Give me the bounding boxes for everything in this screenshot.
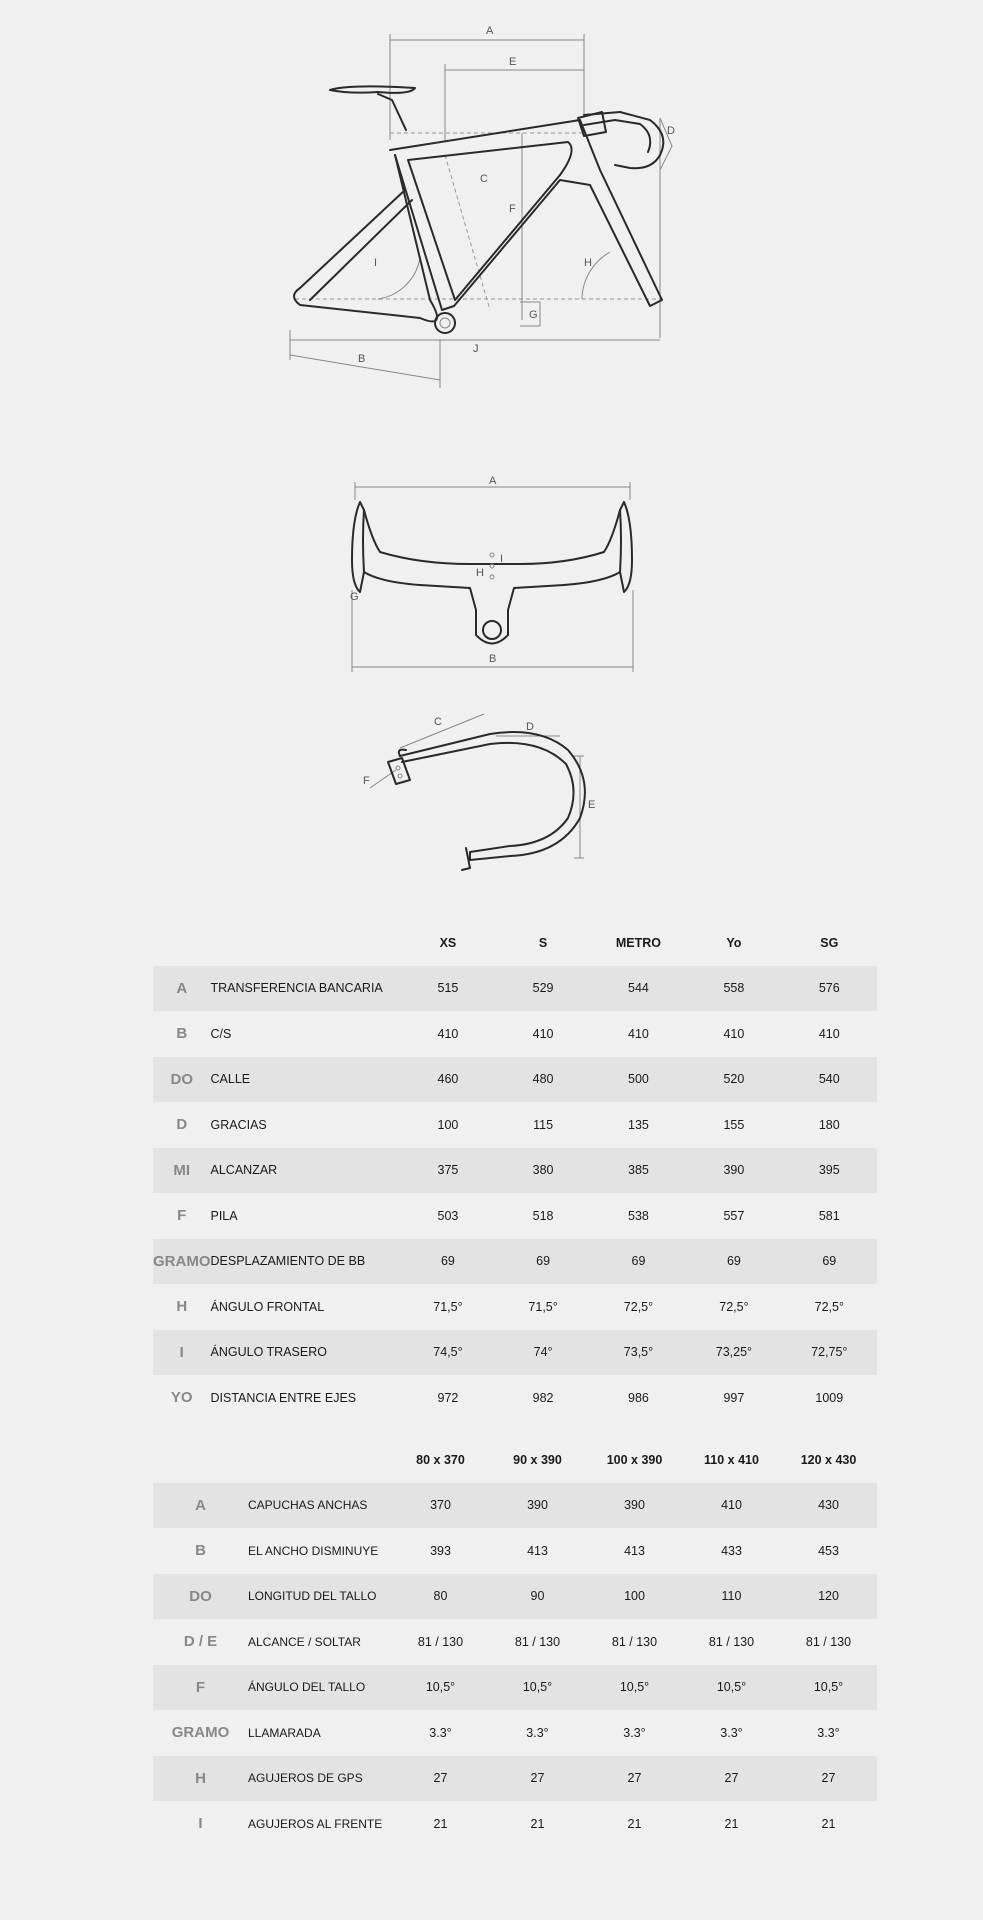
cockpit-size-header-row bbox=[153, 1437, 877, 1483]
row-key: D bbox=[176, 1116, 188, 1134]
table-row bbox=[153, 966, 877, 1012]
handlebar-front-label-b: B bbox=[489, 653, 497, 665]
row-value: 72,75° bbox=[782, 1330, 877, 1376]
frame-label-a: A bbox=[486, 25, 494, 37]
row-value: 520 bbox=[686, 1057, 781, 1103]
size-header: S bbox=[538, 935, 548, 950]
frame-label-i: I bbox=[374, 257, 378, 269]
row-value: 21 bbox=[821, 1816, 836, 1831]
row-value: 74,5° bbox=[400, 1330, 495, 1376]
row-value: 480 bbox=[496, 1057, 591, 1103]
row-key: F bbox=[153, 1665, 248, 1711]
handlebar-front-drawing bbox=[0, 460, 983, 680]
table-row bbox=[153, 1057, 877, 1103]
table-row bbox=[153, 1710, 877, 1756]
row-value: 972 bbox=[437, 1390, 459, 1405]
row-value: 544 bbox=[591, 966, 687, 1012]
row-value: 557 bbox=[723, 1208, 745, 1223]
row-name: C/S bbox=[210, 1026, 232, 1041]
row-value: 80 bbox=[392, 1574, 489, 1620]
row-value: 503 bbox=[437, 1208, 459, 1223]
row-name: TRANSFERENCIA BANCARIA bbox=[211, 966, 401, 1012]
row-name: CALLE bbox=[211, 1057, 401, 1103]
row-value: 393 bbox=[430, 1543, 451, 1558]
row-key: H bbox=[176, 1298, 188, 1316]
row-name: GRACIAS bbox=[210, 1117, 267, 1132]
size-header: 120 x 430 bbox=[800, 1452, 857, 1467]
frame-label-b: B bbox=[358, 353, 366, 365]
row-value: 110 bbox=[683, 1574, 780, 1620]
size-header: 80 x 370 bbox=[416, 1452, 465, 1467]
handlebar-side-label-f: F bbox=[363, 775, 370, 787]
handlebar-front-label-g: G bbox=[350, 591, 359, 603]
row-name: ALCANCE / SOLTAR bbox=[248, 1634, 361, 1649]
row-value: 69 bbox=[591, 1239, 687, 1285]
table-row bbox=[153, 1148, 877, 1194]
row-name: DESPLAZAMIENTO DE BB bbox=[211, 1239, 401, 1285]
row-name: PILA bbox=[210, 1208, 238, 1223]
row-value: 72,5° bbox=[719, 1299, 749, 1314]
row-value: 69 bbox=[400, 1239, 495, 1285]
row-name: DISTANCIA ENTRE EJES bbox=[210, 1390, 357, 1405]
row-value: 69 bbox=[496, 1239, 591, 1285]
row-name: LLAMARADA bbox=[248, 1725, 321, 1740]
row-name: AGUJEROS AL FRENTE bbox=[248, 1816, 383, 1831]
row-value: 180 bbox=[818, 1117, 840, 1132]
row-value: 81 / 130 bbox=[417, 1634, 464, 1649]
row-value: 515 bbox=[400, 966, 495, 1012]
size-header: SG bbox=[820, 935, 839, 950]
row-value: 410 bbox=[628, 1026, 649, 1041]
row-name: ÁNGULO DEL TALLO bbox=[248, 1665, 392, 1711]
handlebar-front-label-i: I bbox=[500, 553, 504, 565]
row-value: 3.3° bbox=[623, 1725, 646, 1740]
row-value: 390 bbox=[586, 1483, 683, 1529]
row-value: 433 bbox=[721, 1543, 742, 1558]
row-value: 997 bbox=[723, 1390, 745, 1405]
row-value: 72,5° bbox=[814, 1299, 844, 1314]
handlebar-side-diagram bbox=[0, 700, 983, 880]
row-name: AGUJEROS DE GPS bbox=[248, 1756, 392, 1802]
table-row bbox=[153, 1239, 877, 1285]
size-header: METRO bbox=[615, 935, 662, 950]
size-header: Yo bbox=[726, 935, 742, 950]
row-name: CAPUCHAS ANCHAS bbox=[248, 1483, 392, 1529]
row-value: 1009 bbox=[815, 1390, 844, 1405]
frame-label-c: C bbox=[480, 173, 488, 185]
row-value: 410 bbox=[723, 1026, 745, 1041]
size-header: 90 x 390 bbox=[513, 1452, 562, 1467]
handlebar-front-label-h: H bbox=[476, 567, 484, 579]
row-value: 74° bbox=[496, 1330, 591, 1376]
table-row bbox=[153, 1619, 877, 1665]
frame-label-g: G bbox=[529, 309, 538, 321]
frame-geometry-table bbox=[153, 920, 877, 1421]
row-value: 380 bbox=[496, 1148, 591, 1194]
row-value: 385 bbox=[591, 1148, 687, 1194]
row-value: 100 bbox=[437, 1117, 459, 1132]
table-row bbox=[153, 1193, 877, 1239]
row-value: 3.3° bbox=[817, 1725, 840, 1740]
row-value: 3.3° bbox=[720, 1725, 743, 1740]
row-name: EL ANCHO DISMINUYE bbox=[248, 1543, 379, 1558]
row-value: 69 bbox=[686, 1239, 781, 1285]
row-value: 982 bbox=[532, 1390, 554, 1405]
row-value: 453 bbox=[818, 1543, 839, 1558]
handlebar-side-label-e: E bbox=[588, 799, 596, 811]
cockpit-geometry-table bbox=[153, 1437, 877, 1847]
row-name: ÁNGULO FRONTAL bbox=[210, 1299, 325, 1314]
row-value: 581 bbox=[818, 1208, 840, 1223]
row-value: 90 bbox=[489, 1574, 586, 1620]
row-key: I bbox=[198, 1815, 203, 1833]
row-key: YO bbox=[170, 1389, 193, 1407]
size-header: 100 x 390 bbox=[606, 1452, 663, 1467]
row-value: 370 bbox=[392, 1483, 489, 1529]
row-value: 518 bbox=[532, 1208, 554, 1223]
row-value: 410 bbox=[437, 1026, 459, 1041]
frame-label-h: H bbox=[584, 257, 592, 269]
cockpit-geometry-rows bbox=[153, 1483, 877, 1847]
row-key: GRAMO bbox=[153, 1239, 211, 1285]
row-value: 413 bbox=[527, 1543, 548, 1558]
row-key: B bbox=[195, 1542, 206, 1560]
row-key: I bbox=[153, 1330, 211, 1376]
row-value: 460 bbox=[400, 1057, 495, 1103]
row-value: 390 bbox=[686, 1148, 781, 1194]
row-key: B bbox=[176, 1025, 188, 1043]
row-value: 27 bbox=[489, 1756, 586, 1802]
table-row bbox=[153, 1330, 877, 1376]
row-value: 135 bbox=[628, 1117, 649, 1132]
row-value: 72,5° bbox=[623, 1299, 654, 1314]
row-value: 69 bbox=[782, 1239, 877, 1285]
row-name: ALCANZAR bbox=[211, 1148, 401, 1194]
table-row bbox=[153, 1528, 877, 1574]
row-value: 73,25° bbox=[686, 1330, 781, 1376]
handlebar-side-drawing bbox=[0, 700, 983, 880]
frame-label-j: J bbox=[473, 343, 479, 355]
table-row bbox=[153, 1375, 877, 1421]
row-value: 395 bbox=[782, 1148, 877, 1194]
row-value: 21 bbox=[627, 1816, 642, 1831]
row-value: 375 bbox=[400, 1148, 495, 1194]
table-row bbox=[153, 1665, 877, 1711]
row-value: 81 / 130 bbox=[708, 1634, 755, 1649]
row-value: 21 bbox=[433, 1816, 448, 1831]
frame-geometry-rows bbox=[153, 966, 877, 1421]
row-value: 21 bbox=[530, 1816, 545, 1831]
row-value: 81 / 130 bbox=[805, 1634, 852, 1649]
table-row bbox=[153, 1801, 877, 1847]
row-key: H bbox=[153, 1756, 248, 1802]
frame-drawing bbox=[0, 0, 983, 400]
row-value: 10,5° bbox=[780, 1665, 877, 1711]
row-value: 120 bbox=[780, 1574, 877, 1620]
row-value: 540 bbox=[782, 1057, 877, 1103]
table-row bbox=[153, 1756, 877, 1802]
frame-label-d: D bbox=[667, 125, 675, 137]
row-value: 71,5° bbox=[528, 1299, 558, 1314]
frame-label-e: E bbox=[509, 56, 517, 68]
row-value: 10,5° bbox=[586, 1665, 683, 1711]
row-value: 558 bbox=[686, 966, 781, 1012]
row-value: 27 bbox=[392, 1756, 489, 1802]
row-value: 27 bbox=[586, 1756, 683, 1802]
row-value: 576 bbox=[782, 966, 877, 1012]
frame-label-f: F bbox=[509, 203, 516, 215]
size-header: XS bbox=[439, 935, 457, 950]
row-value: 529 bbox=[496, 966, 591, 1012]
row-key: GRAMO bbox=[171, 1724, 230, 1742]
row-value: 10,5° bbox=[683, 1665, 780, 1711]
row-value: 100 bbox=[586, 1574, 683, 1620]
row-name: LONGITUD DEL TALLO bbox=[248, 1574, 392, 1620]
table-row bbox=[153, 1011, 877, 1057]
frame-size-header-row bbox=[153, 920, 877, 966]
handlebar-front-label-a: A bbox=[489, 475, 497, 487]
row-value: 73,5° bbox=[591, 1330, 687, 1376]
row-value: 986 bbox=[628, 1390, 649, 1405]
row-key: D / E bbox=[183, 1633, 218, 1651]
row-key: A bbox=[153, 966, 211, 1012]
table-row bbox=[153, 1102, 877, 1148]
row-key: A bbox=[153, 1483, 248, 1529]
table-row bbox=[153, 1284, 877, 1330]
frame-geometry-diagram bbox=[0, 0, 983, 400]
row-value: 81 / 130 bbox=[611, 1634, 658, 1649]
row-value: 430 bbox=[780, 1483, 877, 1529]
row-value: 10,5° bbox=[392, 1665, 489, 1711]
row-value: 27 bbox=[683, 1756, 780, 1802]
row-key: DO bbox=[153, 1574, 248, 1620]
row-value: 81 / 130 bbox=[514, 1634, 561, 1649]
table-row bbox=[153, 1574, 877, 1620]
row-value: 410 bbox=[683, 1483, 780, 1529]
size-header: 110 x 410 bbox=[704, 1452, 759, 1467]
row-value: 10,5° bbox=[489, 1665, 586, 1711]
handlebar-front-diagram bbox=[0, 460, 983, 680]
row-value: 27 bbox=[780, 1756, 877, 1802]
handlebar-side-label-c: C bbox=[434, 716, 442, 728]
row-value: 3.3° bbox=[429, 1725, 452, 1740]
row-key: MI bbox=[153, 1148, 211, 1194]
row-value: 413 bbox=[624, 1543, 645, 1558]
row-value: 115 bbox=[533, 1117, 554, 1132]
row-value: 410 bbox=[818, 1026, 840, 1041]
row-value: 155 bbox=[723, 1117, 745, 1132]
row-value: 21 bbox=[724, 1816, 739, 1831]
table-row bbox=[153, 1483, 877, 1529]
row-value: 390 bbox=[489, 1483, 586, 1529]
handlebar-side-label-d: D bbox=[526, 721, 534, 733]
row-name: ÁNGULO TRASERO bbox=[211, 1330, 401, 1376]
row-value: 71,5° bbox=[433, 1299, 463, 1314]
row-value: 538 bbox=[628, 1208, 649, 1223]
row-value: 3.3° bbox=[526, 1725, 549, 1740]
row-value: 410 bbox=[532, 1026, 554, 1041]
row-value: 500 bbox=[591, 1057, 687, 1103]
row-key: DO bbox=[153, 1057, 211, 1103]
row-key: F bbox=[177, 1207, 187, 1225]
